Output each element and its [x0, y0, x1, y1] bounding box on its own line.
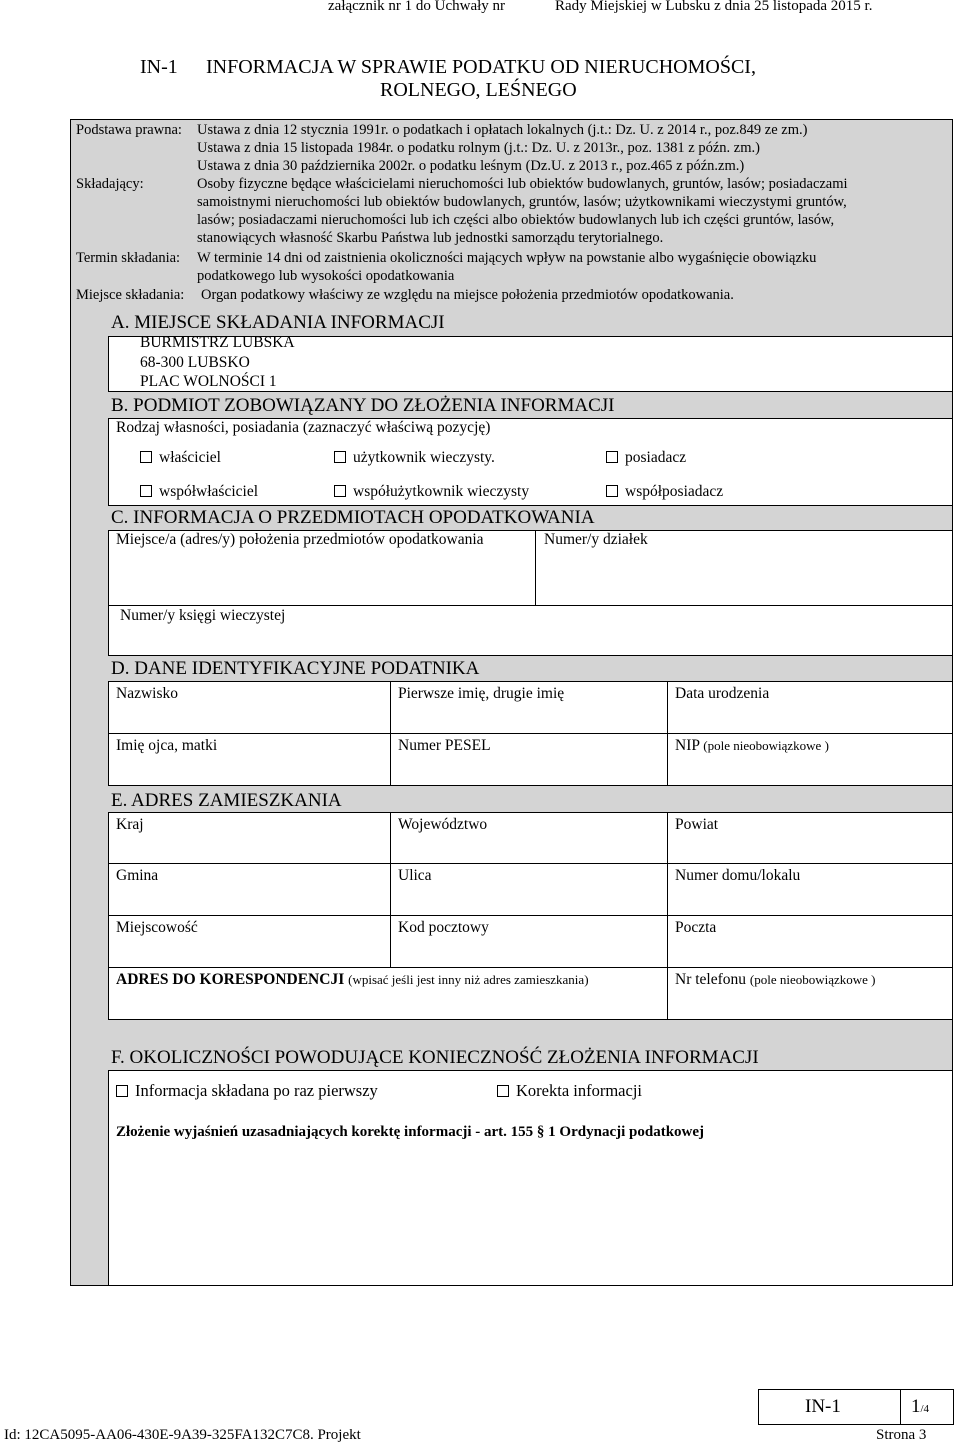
- house-no-label: Numer domu/lokalu: [675, 867, 801, 884]
- section-c-divider: [535, 530, 536, 605]
- option-co-holder[interactable]: [606, 483, 723, 501]
- phone-label: Nr telefonu: [675, 971, 747, 988]
- section-e-hline-2: [108, 915, 953, 916]
- perpetual-user-checkbox[interactable]: [334, 451, 346, 463]
- header-right: Rady Miejskiej w Lubsku z dnia 25 listopada 2015 r.: [555, 0, 873, 14]
- office-name: BURMISTRZ LUBSKA: [140, 334, 295, 351]
- option-co-perpetual-user[interactable]: [334, 483, 529, 501]
- section-c-title: C. INFORMACJA O PRZEDMIOTACH OPODATKOWANIA: [111, 507, 595, 528]
- office-street: PLAC WOLNOŚCI 1: [140, 373, 277, 390]
- voivodeship-label: Województwo: [398, 816, 488, 833]
- footer-page-number: 1: [911, 1396, 921, 1417]
- deadline-line-1: W terminie 14 dni od zaistnienia okoliczności mających wpływ na powstanie albo wygaśnięcie obowiązku: [197, 250, 817, 266]
- co-perpetual-user-label: współużytkownik wieczysty: [353, 483, 530, 500]
- document-id: Id: 12CA5095-AA06-430E-9A39-325FA132C7C8. Projekt: [4, 1427, 361, 1443]
- country-label: Kraj: [116, 816, 144, 833]
- nip-label: NIP: [675, 737, 700, 754]
- locality-label: Miejscowość: [116, 919, 198, 936]
- footer-code-divider: [900, 1389, 901, 1425]
- basis-line-1: Ustawa z dnia 12 stycznia 1991r. o podatkach i opłatach lokalnych (j.t.: Dz. U. z 2014 r., poz.849 ze zm.): [197, 122, 808, 138]
- section-d-hline: [108, 733, 953, 734]
- district-label: Powiat: [675, 816, 719, 833]
- place-label: Miejsce składania:: [76, 287, 185, 303]
- co-owner-checkbox[interactable]: [140, 485, 152, 497]
- option-holder[interactable]: [606, 449, 686, 467]
- correction-label: Korekta informacji: [516, 1081, 642, 1100]
- holder-label: posiadacz: [625, 449, 687, 466]
- filer-line-4: stanowiących własność Skarbu Państwa lub jednostki samorządu terytorialnego.: [197, 230, 664, 246]
- surname-label: Nazwisko: [116, 685, 178, 702]
- pesel-label: Numer PESEL: [398, 737, 491, 754]
- filer-line-2: samoistnymi nieruchomości lub obiektów budowlanych, gruntów, lasów; użytkownikami wieczystymi gruntów,: [197, 194, 847, 210]
- deadline-label: Termin składania:: [76, 250, 181, 266]
- perpetual-user-label: użytkownik wieczysty.: [353, 449, 495, 466]
- parents-label: Imię ojca, matki: [116, 737, 218, 754]
- office-postcode: 68-300 LUBSKO: [140, 354, 250, 371]
- section-e-hline-1: [108, 863, 953, 864]
- street-label: Ulica: [398, 867, 432, 884]
- section-d-title: D. DANE IDENTYFIKACYJNE PODATNIKA: [111, 658, 480, 679]
- section-e-hline-3: [108, 967, 953, 968]
- commune-label: Gmina: [116, 867, 159, 884]
- ownership-prompt: Rodzaj własności, posiadania (zaznaczyć właściwą pozycję): [116, 419, 491, 436]
- basis-line-3: Ustawa z dnia 30 października 2002r. o podatku leśnym (Dz.U. z 2013 r., poz.465 z późn.zm.): [197, 158, 745, 174]
- plots-label: Numer/y działek: [544, 531, 648, 548]
- owner-label: właściciel: [159, 449, 221, 466]
- co-owner-label: współwłaściciel: [159, 483, 259, 500]
- section-e-divider-2: [667, 812, 668, 1020]
- filer-line-3: lasów; posiadaczami nieruchomości lub ich części albo obiektów budowlanych lub ich części gruntów, lasów,: [197, 212, 835, 228]
- filer-line-1: Osoby fizyczne będące właścicielami nieruchomości lub obiektów budowlanych, gruntów, lasów; posiadaczami: [197, 176, 848, 192]
- section-a-title: A. MIEJSCE SKŁADANIA INFORMACJI: [111, 312, 445, 333]
- phone-note: (pole nieobowiązkowe ): [749, 972, 876, 987]
- section-f-box: [108, 1070, 953, 1286]
- form-title-line1: INFORMACJA W SPRAWIE PODATKU OD NIERUCHOMOŚCI,: [206, 56, 756, 78]
- co-holder-label: współposiadacz: [625, 483, 724, 500]
- location-label: Miejsce/a (adres/y) położenia przedmiotów opodatkowania: [116, 531, 484, 548]
- correction-checkbox[interactable]: [497, 1085, 509, 1097]
- nip-note: (pole nieobowiązkowe ): [703, 738, 829, 753]
- footer-form-code: IN-1: [805, 1396, 841, 1417]
- page-label: Strona 3: [876, 1427, 927, 1443]
- co-holder-checkbox[interactable]: [606, 485, 618, 497]
- birth-date-label: Data urodzenia: [675, 685, 770, 702]
- section-e-title: E. ADRES ZAMIESZKANIA: [111, 790, 342, 811]
- land-register-label: Numer/y księgi wieczystej: [120, 607, 286, 624]
- option-owner[interactable]: [140, 449, 221, 467]
- first-submission-label: Informacja składana po raz pierwszy: [135, 1081, 378, 1100]
- footer-page-total: /4: [920, 1403, 930, 1415]
- owner-checkbox[interactable]: [140, 451, 152, 463]
- deadline-line-2: podatkowego lub wysokości opodatkowania: [197, 268, 455, 284]
- corr-address-note: (wpisać jeśli jest inny niż adres zamieszkania): [348, 972, 589, 987]
- section-c-hline: [108, 605, 953, 606]
- filer-label: Składający:: [76, 176, 144, 192]
- section-f-title: F. OKOLICZNOŚCI POWODUJĄCE KONIECZNOŚĆ ZŁOŻENIA INFORMACJI: [111, 1047, 759, 1068]
- first-names-label: Pierwsze imię, drugie imię: [398, 685, 565, 702]
- form-title-line2: ROLNEGO, LEŚNEGO: [380, 79, 577, 101]
- post-office-label: Poczta: [675, 919, 717, 936]
- option-correction[interactable]: [497, 1081, 642, 1101]
- form-code: IN-1: [140, 56, 178, 78]
- basis-line-2: Ustawa z dnia 15 listopada 1984r. o podatku rolnym (j.t.: Dz. U. z 2013r., poz. 1381 z późn. zm.): [197, 140, 760, 156]
- section-e-divider-1: [390, 812, 391, 967]
- first-submission-checkbox[interactable]: [116, 1085, 128, 1097]
- co-perpetual-user-checkbox[interactable]: [334, 485, 346, 497]
- section-b-title: B. PODMIOT ZOBOWIĄZANY DO ZŁOŻENIA INFORMACJI: [111, 395, 615, 416]
- header-left: załącznik nr 1 do Uchwały nr: [328, 0, 506, 14]
- basis-label: Podstawa prawna:: [76, 122, 182, 138]
- holder-checkbox[interactable]: [606, 451, 618, 463]
- place-text: Organ podatkowy właściwy ze względu na miejsce położenia przedmiotów opodatkowania.: [201, 287, 734, 303]
- option-first-submission[interactable]: [116, 1081, 378, 1101]
- postal-code-label: Kod pocztowy: [398, 919, 489, 936]
- correction-explanation-label: Złożenie wyjaśnień uzasadniających korektę informacji - art. 155 § 1 Ordynacji podatkowej: [116, 1124, 705, 1140]
- corr-address-label: ADRES DO KORESPONDENCJI: [116, 971, 345, 988]
- option-co-owner[interactable]: [140, 483, 258, 501]
- option-perpetual-user[interactable]: [334, 449, 495, 467]
